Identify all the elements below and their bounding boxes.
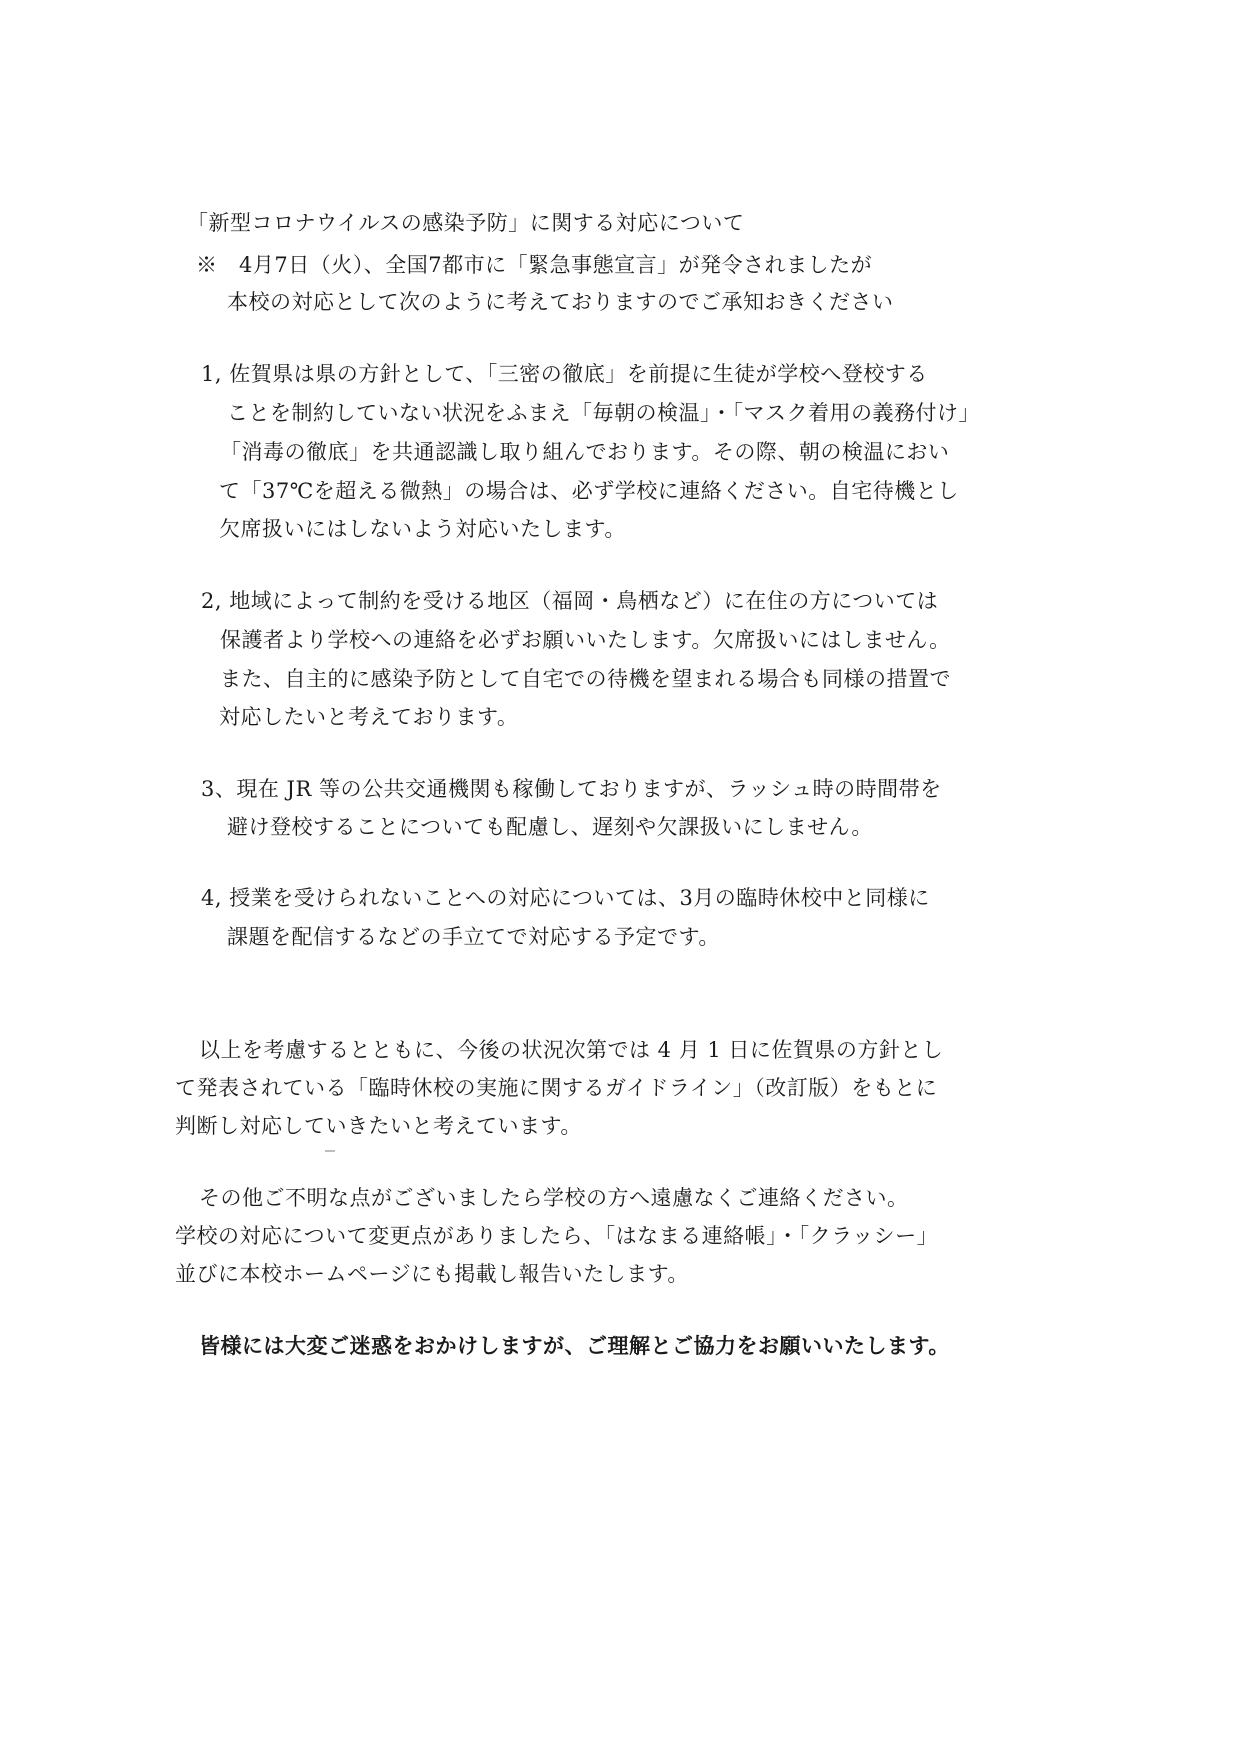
item-1-line-5: 欠席扱いにはしないよう対応いたします。 <box>219 517 626 541</box>
item-3-line-1: 3、現在 JR 等の公共交通機関も稼働しておりますが、ラッシュ時の時間帯を <box>201 777 942 801</box>
item-1-line-1: 1, 佐賀県は県の方針として、「三密の徹底」を前提に生徒が学校へ登校する <box>201 362 928 386</box>
closing-1-line-1: 以上を考慮するとともに、今後の状況次第では 4 月 1 日に佐賀県の方針とし <box>199 1038 944 1062</box>
scan-speck <box>325 1150 335 1152</box>
closing-2-line-2: 学校の対応について変更点がありましたら、「はなまる連絡帳」・「クラッシー」 <box>175 1224 939 1248</box>
notice-line-1: ※ 4月7日（火）、全国7都市に「緊急事態宣言」が発令されましたが <box>196 253 873 277</box>
notice-line-2: 本校の対応として次のように考えておりますのでご承知おきください <box>227 290 894 314</box>
item-1-line-4: て「37℃を超える微熱」の場合は、必ず学校に連絡ください。自宅待機とし <box>219 479 959 503</box>
item-2-line-1: 2, 地域によって制約を受ける地区（福岡・鳥栖など）に在住の方については <box>201 589 939 613</box>
item-1-line-3: 「消毒の徹底」を共通認識し取り組んでおります。その際、朝の検温におい <box>220 440 950 464</box>
item-3-line-2: 避け登校することについても配慮し、遅刻や欠課扱いにしません。 <box>227 815 873 839</box>
item-2-line-4: 対応したいと考えております。 <box>219 705 519 729</box>
item-4-line-2: 課題を配信するなどの手立てで対応する予定です。 <box>227 925 720 949</box>
item-2-line-3: また、自主的に感染予防として自宅での待機を望まれる場合も同様の措置で <box>220 667 951 691</box>
closing-2-line-3: 並びに本校ホームページにも掲載し報告いたします。 <box>175 1262 689 1286</box>
item-4-line-1: 4, 授業を受けられないことへの対応については、3月の臨時休校中と同様に <box>201 886 930 910</box>
item-1-line-2: ことを制約していない状況をふまえ「毎朝の検温」・「マスク着用の義務付け」 <box>227 401 980 425</box>
closing-final-line: 皆様には大変ご迷惑をおかけしますが、ご理解とご協力をお願いいたします。 <box>199 1333 950 1358</box>
closing-1-line-2: て発表されている「臨時休校の実施に関するガイドライン」（改訂版）をもとに <box>175 1076 938 1100</box>
document-title: 「新型コロナウイルスの感染予防」に関する対応について <box>187 211 745 235</box>
closing-2-line-1: その他ご不明な点がございましたら学校の方へ遠慮なくご連絡ください。 <box>199 1186 909 1210</box>
item-2-line-2: 保護者より学校への連絡を必ずお願いいたします。欠席扱いにはしません。 <box>220 628 951 652</box>
closing-1-line-3: 判断し対応していきたいと考えています。 <box>175 1114 582 1138</box>
